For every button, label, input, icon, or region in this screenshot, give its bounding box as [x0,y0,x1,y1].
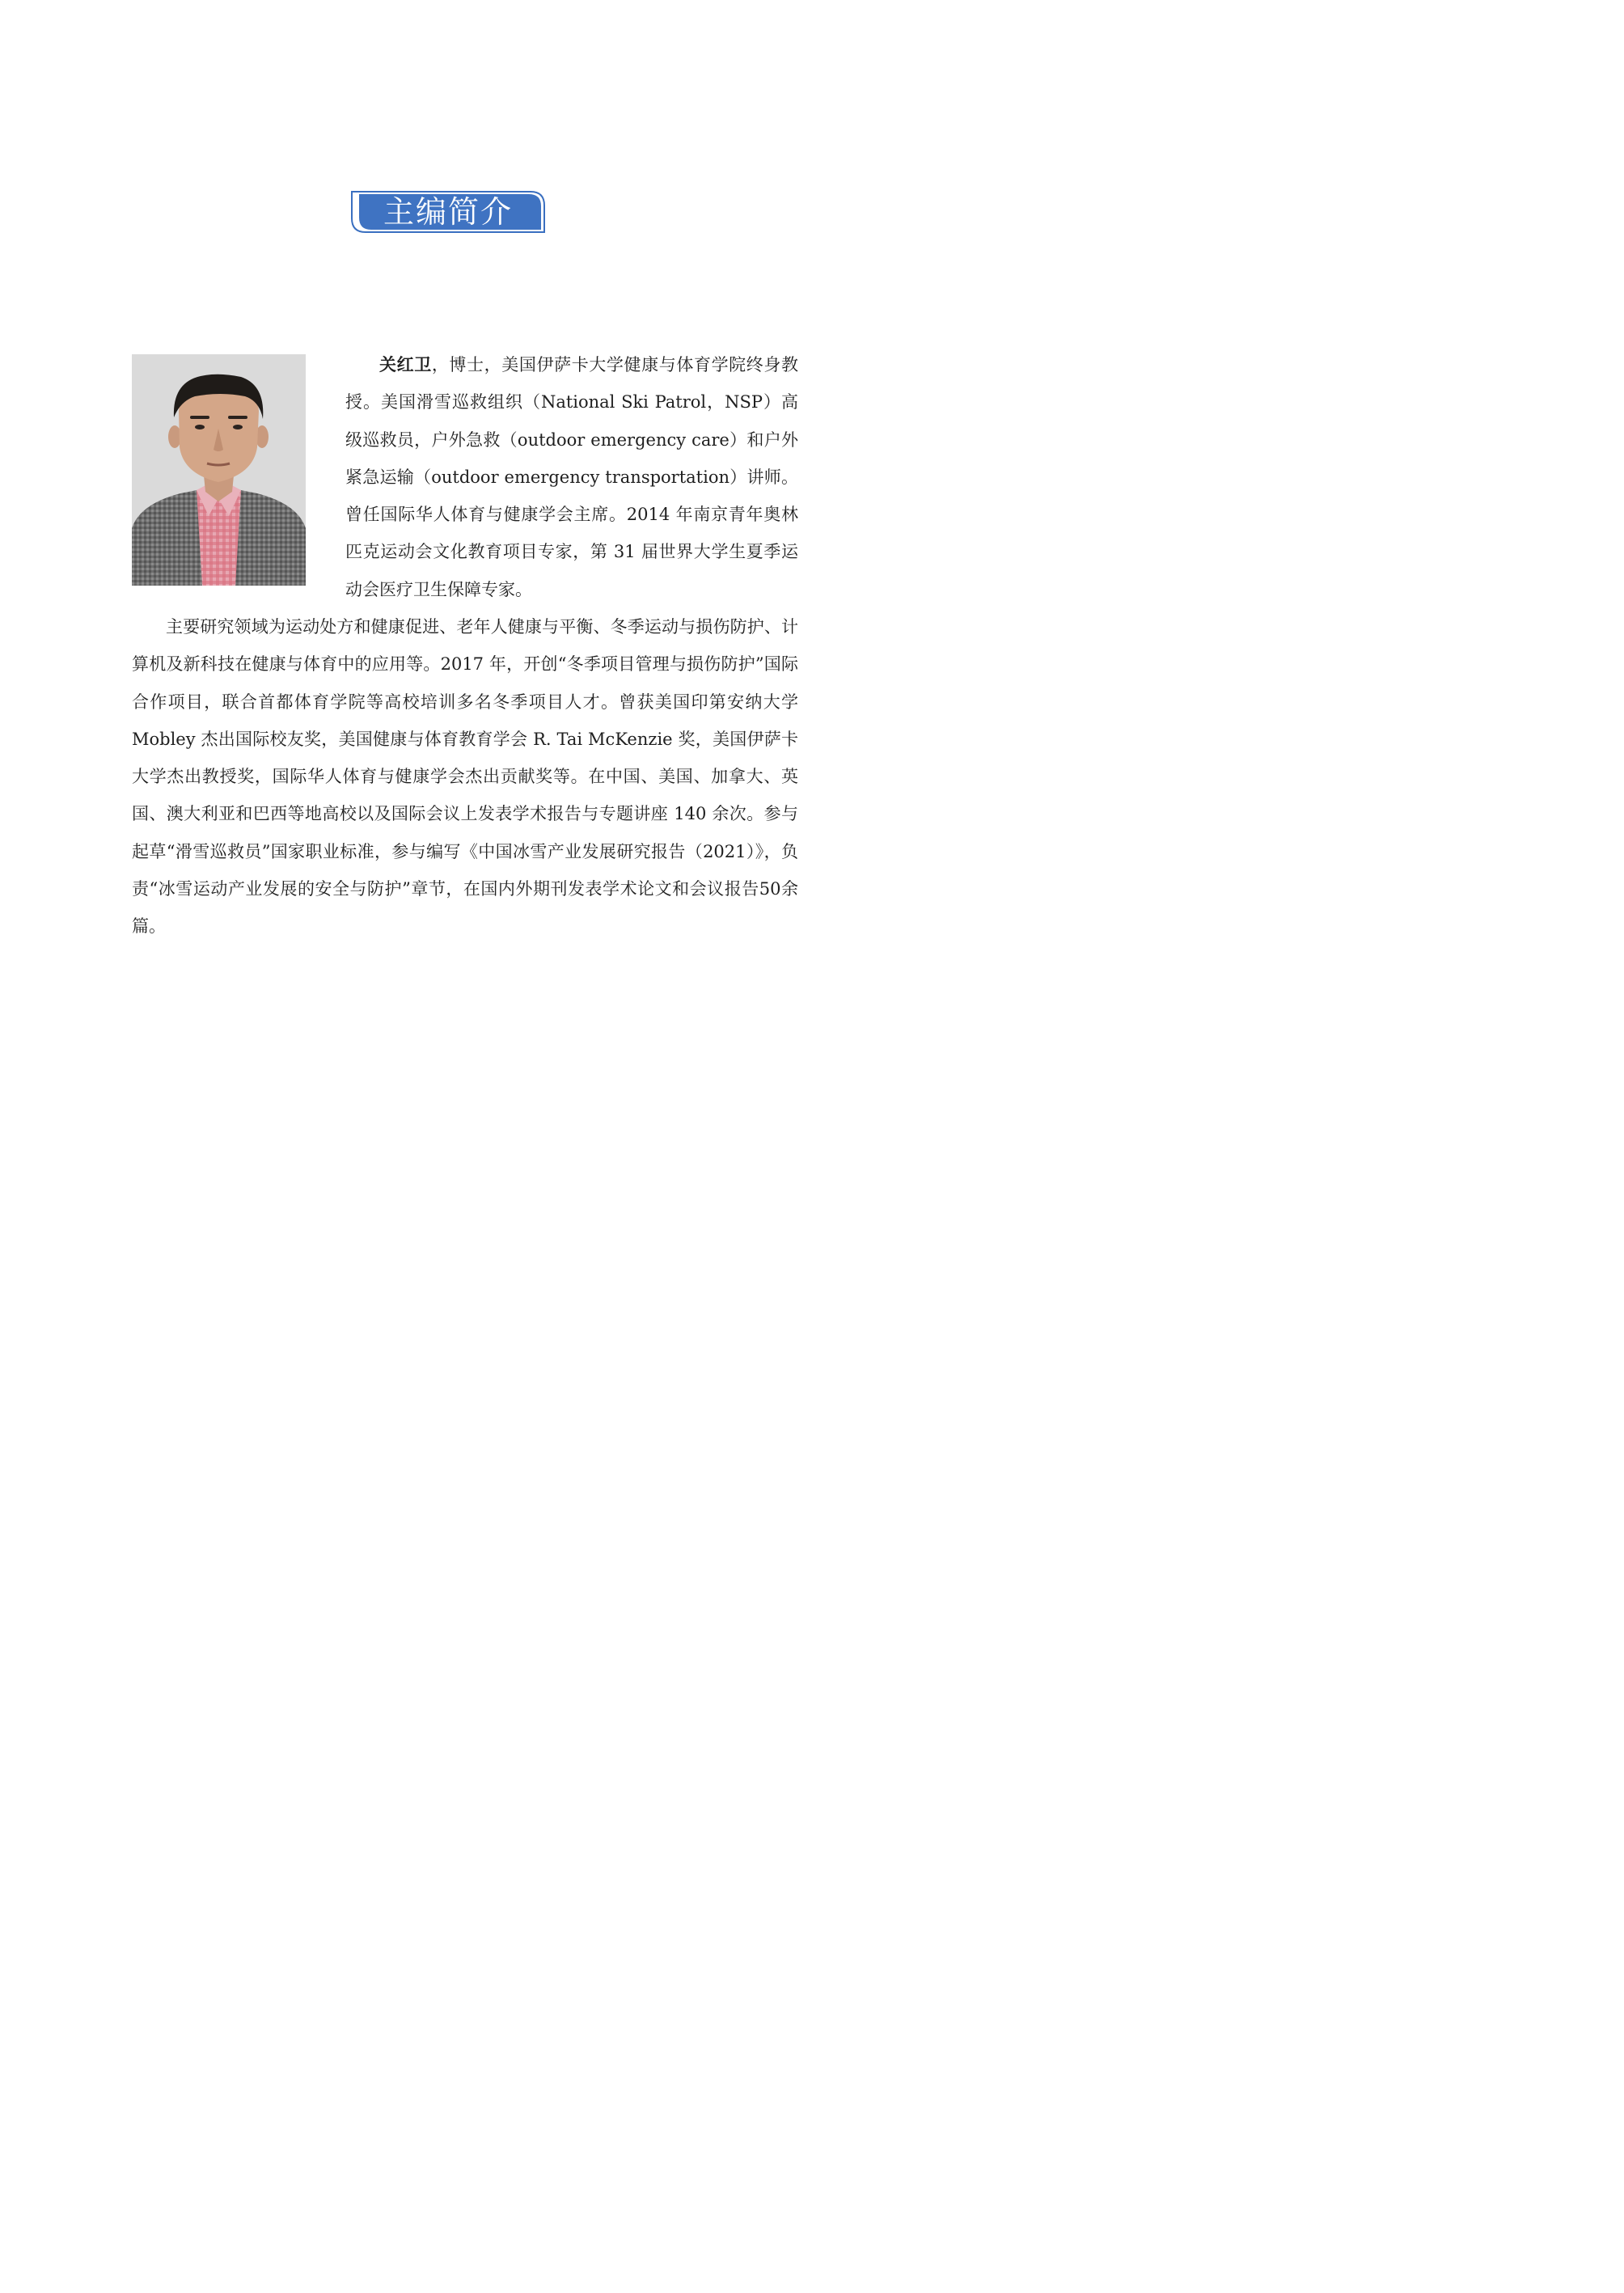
research-paragraph: 主要研究领域为运动处方和健康促进、老年人健康与平衡、冬季运动与损伤防护、计算机及新科技在健康与体育中的应用等。2017 年，开创“冬季项目管理与损伤防护”国际合作项目，联合首都体育学院等高校培训多名冬季项目人才。曾获美国印第安纳大学 Mobley 杰出国际校友奖，美国健康与体育教育学会 R. Tai McKenzie 奖，美国伊萨卡大学杰出教授奖，国际华人体育与健康学会杰出贡献奖等。在中国、美国、加拿大、英国、澳大利亚和巴西等地高校以及国际会议上发表学术报告与专题讲座 140 余次。参与起草“滑雪巡救员”国家职业标准，参与编写《中国冰雪产业发展研究报告（2021）》，负责“冰雪运动产业发展的安全与防护”章节，在国内外期刊发表学术论文和会议报告50余篇。 [132,617,798,937]
page-title: 主编简介 [383,194,513,230]
section-title-badge [351,191,545,233]
author-intro-text: ，博士，美国伊萨卡大学健康与体育学院终身教授。美国滑雪巡救组织（National Ski Patrol，NSP）高级巡救员，户外急救（outdoor emergency care）和户外紧急运输（outdoor emergency transportation）讲师。曾任国际华人体育与健康学会主席。2014 年南京青年奥林匹克运动会文化教育项目专家，第 31 届世界大学生夏季运动会医疗卫生保障专家。 [345,355,799,599]
person-photo-icon [132,354,306,586]
author-intro-paragraph [345,346,798,608]
author-name: 关红卫 [379,354,432,374]
author-portrait [132,354,306,586]
